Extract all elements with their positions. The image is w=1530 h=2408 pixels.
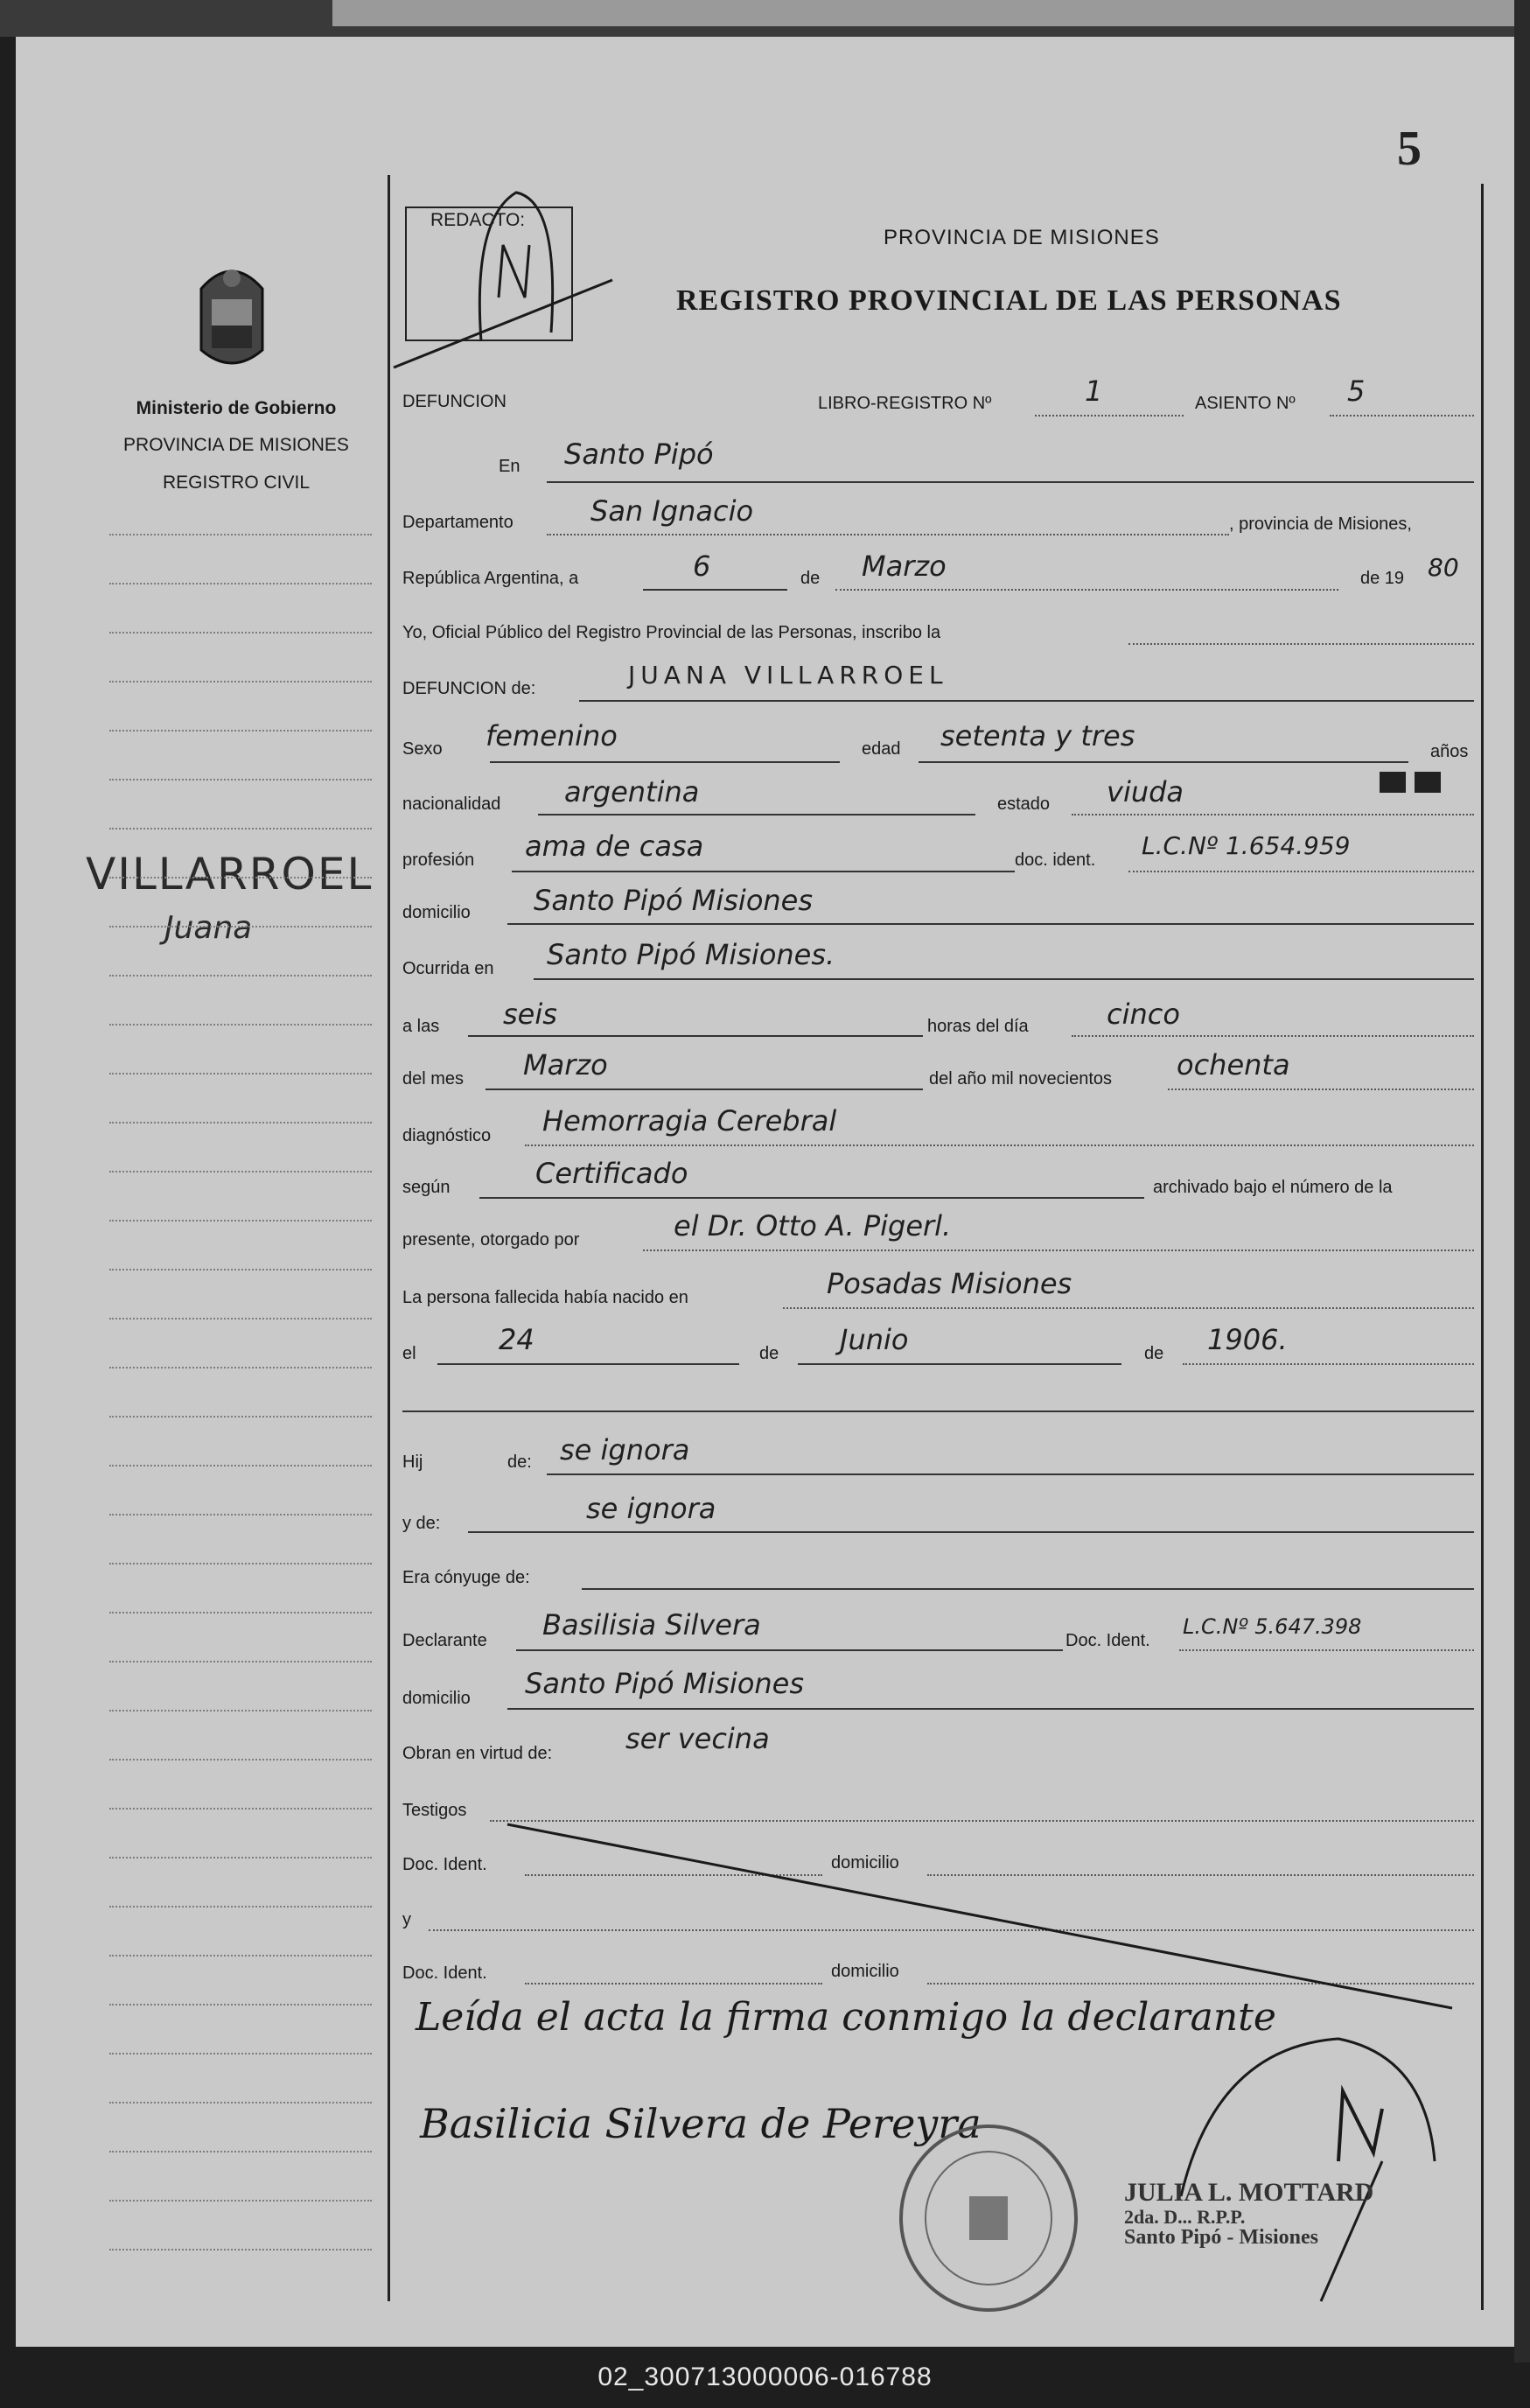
dom2-label: domicilio (831, 1962, 899, 1981)
margin-line (109, 1122, 372, 1124)
nacionalidad-label: nacionalidad (402, 794, 501, 814)
page-number: 5 (1397, 122, 1422, 176)
nacido-label: La persona fallecida había nacido en (402, 1288, 688, 1307)
margin-surname: VILLARROEL (86, 849, 374, 900)
profesion-value: ama de casa (525, 830, 704, 863)
edad-label: edad (862, 739, 901, 759)
decl-doc-label: Doc. Ident. (1065, 1631, 1150, 1650)
profesion-label: profesión (402, 850, 475, 870)
sexo-value: femenino (486, 719, 618, 752)
libro-value: 1 (1085, 374, 1103, 408)
day-value: 6 (693, 550, 711, 583)
right-rule (1481, 184, 1484, 2310)
anos-label: años (1430, 742, 1469, 761)
nac-de2-label: de (1144, 1344, 1164, 1363)
segun-label: según (402, 1178, 451, 1197)
nacido-value: Posadas Misiones (827, 1267, 1072, 1300)
declarante-value: Basilisia Silvera (542, 1608, 761, 1642)
decl-domicilio-label: domicilio (402, 1689, 471, 1708)
margin-line (109, 1171, 372, 1172)
margin-line (109, 1514, 372, 1516)
doc2-label: Doc. Ident. (402, 1964, 487, 1983)
margin-line (109, 1661, 372, 1662)
official-title: 2da. D... R.P.P. (1124, 2205, 1246, 2228)
birth-year-value: 1906. (1207, 1323, 1288, 1356)
round-seal-icon (892, 2118, 1085, 2319)
margin-line (109, 828, 372, 830)
left-rule (388, 175, 390, 2301)
year-value: 80 (1428, 553, 1459, 582)
domicilio-label: domicilio (402, 903, 471, 922)
en-value: Santo Pipó (564, 438, 714, 471)
margin-line (109, 681, 372, 682)
margin-line (109, 877, 372, 878)
margin-line (109, 1220, 372, 1222)
cancel-stroke (490, 1811, 1478, 2012)
en-label: En (499, 457, 520, 476)
el-label: el (402, 1344, 416, 1363)
margin-line (109, 2053, 372, 2054)
scan-top-edge (0, 0, 1530, 37)
libro-label: LIBRO-REGISTRO Nº (818, 394, 992, 413)
margin-line (109, 975, 372, 976)
margin-line (109, 2200, 372, 2202)
departamento-label: Departamento (402, 513, 513, 532)
defuncion-de-label: DEFUNCION de: (402, 679, 536, 698)
hij-de-label: de: (507, 1452, 532, 1472)
official-signature-icon (1163, 2021, 1452, 2310)
margin-line (109, 1318, 372, 1320)
declarante-label: Declarante (402, 1631, 487, 1650)
initial-mark-icon (385, 166, 630, 376)
margin-first-name: Juana (164, 910, 253, 946)
delmes-label: del mes (402, 1069, 465, 1088)
margin-line (109, 1710, 372, 1712)
presente-value: el Dr. Otto A. Pigerl. (674, 1209, 952, 1242)
coat-of-arms-icon (184, 254, 280, 376)
hij-label: Hij (402, 1452, 423, 1472)
redaction-mark-icon (1375, 765, 1471, 800)
sexo-label: Sexo (402, 739, 443, 759)
father-value: se ignora (560, 1433, 690, 1466)
margin-line (109, 1465, 372, 1466)
margin-line (109, 583, 372, 584)
province-label: PROVINCIA DE MISIONES (123, 435, 349, 455)
margin-line (109, 2004, 372, 2006)
provincia-suffix: , provincia de Misiones, (1229, 514, 1412, 534)
margin-line (109, 1367, 372, 1368)
y-label: y (402, 1910, 411, 1929)
anio-falle-label: del año mil novecientos (929, 1069, 1113, 1088)
margin-line (109, 926, 372, 928)
margin-line (109, 1563, 372, 1564)
ministry-label: Ministerio de Gobierno (136, 398, 337, 418)
dom1-label: domicilio (831, 1853, 899, 1872)
birth-month-value: Junio (840, 1323, 909, 1356)
margin-line (109, 1269, 372, 1270)
margin-line (109, 1955, 372, 1956)
margin-line (109, 1416, 372, 1418)
registry-title: REGISTRO PROVINCIAL DE LAS PERSONAS (676, 284, 1342, 317)
doc-ident-label: doc. ident. (1015, 850, 1096, 870)
estado-value: viuda (1107, 775, 1184, 808)
official-location: Santo Pipó - Misiones (1124, 2225, 1319, 2249)
margin-line (109, 632, 372, 634)
margin-line (109, 1024, 372, 1026)
death-month-value: Marzo (523, 1048, 608, 1082)
closing-statement: Leída el acta la firma conmigo la declarante (416, 1995, 1276, 2040)
margin-line (109, 1906, 372, 1908)
estado-label: estado (997, 794, 1051, 814)
margin-line (109, 2151, 372, 2152)
margin-line (109, 1857, 372, 1858)
province-header: PROVINCIA DE MISIONES (884, 226, 1160, 249)
margin-line (109, 1073, 372, 1074)
nac-de-label: de (759, 1344, 779, 1363)
birth-day-value: 24 (499, 1323, 534, 1356)
obran-label: Obran en virtud de: (402, 1744, 553, 1763)
decl-domicilio-value: Santo Pipó Misiones (525, 1667, 805, 1700)
asiento-label: ASIENTO Nº (1195, 394, 1296, 413)
hour-value: seis (503, 998, 557, 1031)
segun-value: Certificado (535, 1157, 688, 1190)
death-day-value: cinco (1107, 998, 1180, 1031)
domicilio-value: Santo Pipó Misiones (534, 884, 814, 917)
official-name: JULIA L. MOTTARD (1124, 2178, 1374, 2207)
ocurrida-value: Santo Pipó Misiones. (547, 938, 835, 971)
presente-label: presente, otorgado por (402, 1230, 580, 1250)
conyuge-label: Era cónyuge de: (402, 1568, 530, 1587)
edad-value: setenta y tres (940, 719, 1135, 752)
margin-line (109, 534, 372, 536)
de-label: de (800, 569, 821, 588)
republica-label: República Argentina, a (402, 569, 579, 588)
yde-label: y de: (402, 1514, 441, 1533)
death-year-value: ochenta (1177, 1048, 1290, 1082)
registry-label: REGISTRO CIVIL (162, 472, 311, 493)
month-value: Marzo (862, 550, 947, 583)
alas-label: a las (402, 1017, 440, 1036)
deceased-name: JUANA VILLARROEL (628, 661, 948, 690)
margin-line (109, 1612, 372, 1614)
testigos-label: Testigos (402, 1801, 467, 1820)
scan-caption: 02_300713000006-016788 (597, 2362, 933, 2391)
departamento-value: San Ignacio (590, 494, 754, 528)
margin-line (109, 730, 372, 732)
doc1-label: Doc. Ident. (402, 1855, 487, 1874)
margin-line (109, 2102, 372, 2104)
year-label: de 19 (1360, 569, 1405, 588)
yo-text: Yo, Oficial Público del Registro Provincial de las Personas, inscribo la (402, 623, 941, 642)
doc-ident-value: L.C.Nº 1.654.959 (1142, 831, 1351, 860)
asiento-value: 5 (1347, 374, 1366, 408)
ocurrida-label: Ocurrida en (402, 959, 494, 978)
official-stamp (1124, 2179, 1373, 2249)
diagnostico-value: Hemorragia Cerebral (542, 1104, 837, 1138)
archivado-label: archivado bajo el número de la (1153, 1178, 1393, 1197)
redacto-label: REDACTO: (430, 210, 526, 230)
margin-line (109, 1759, 372, 1760)
margin-line (109, 2249, 372, 2250)
declarant-signature: Basilicia Silvera de Pereyra (420, 2100, 982, 2147)
obran-value: ser vecina (625, 1722, 770, 1755)
nacionalidad-value: argentina (564, 775, 700, 808)
margin-line (109, 779, 372, 780)
defuncion-label: DEFUNCION (402, 392, 507, 411)
margin-line (109, 1808, 372, 1810)
scan-right-edge (1514, 0, 1530, 2362)
horas-label: horas del día (927, 1017, 1029, 1036)
mother-value: se ignora (586, 1492, 716, 1525)
decl-doc-value: L.C.Nº 5.647.398 (1183, 1614, 1362, 1639)
diagnostico-label: diagnóstico (402, 1126, 492, 1145)
